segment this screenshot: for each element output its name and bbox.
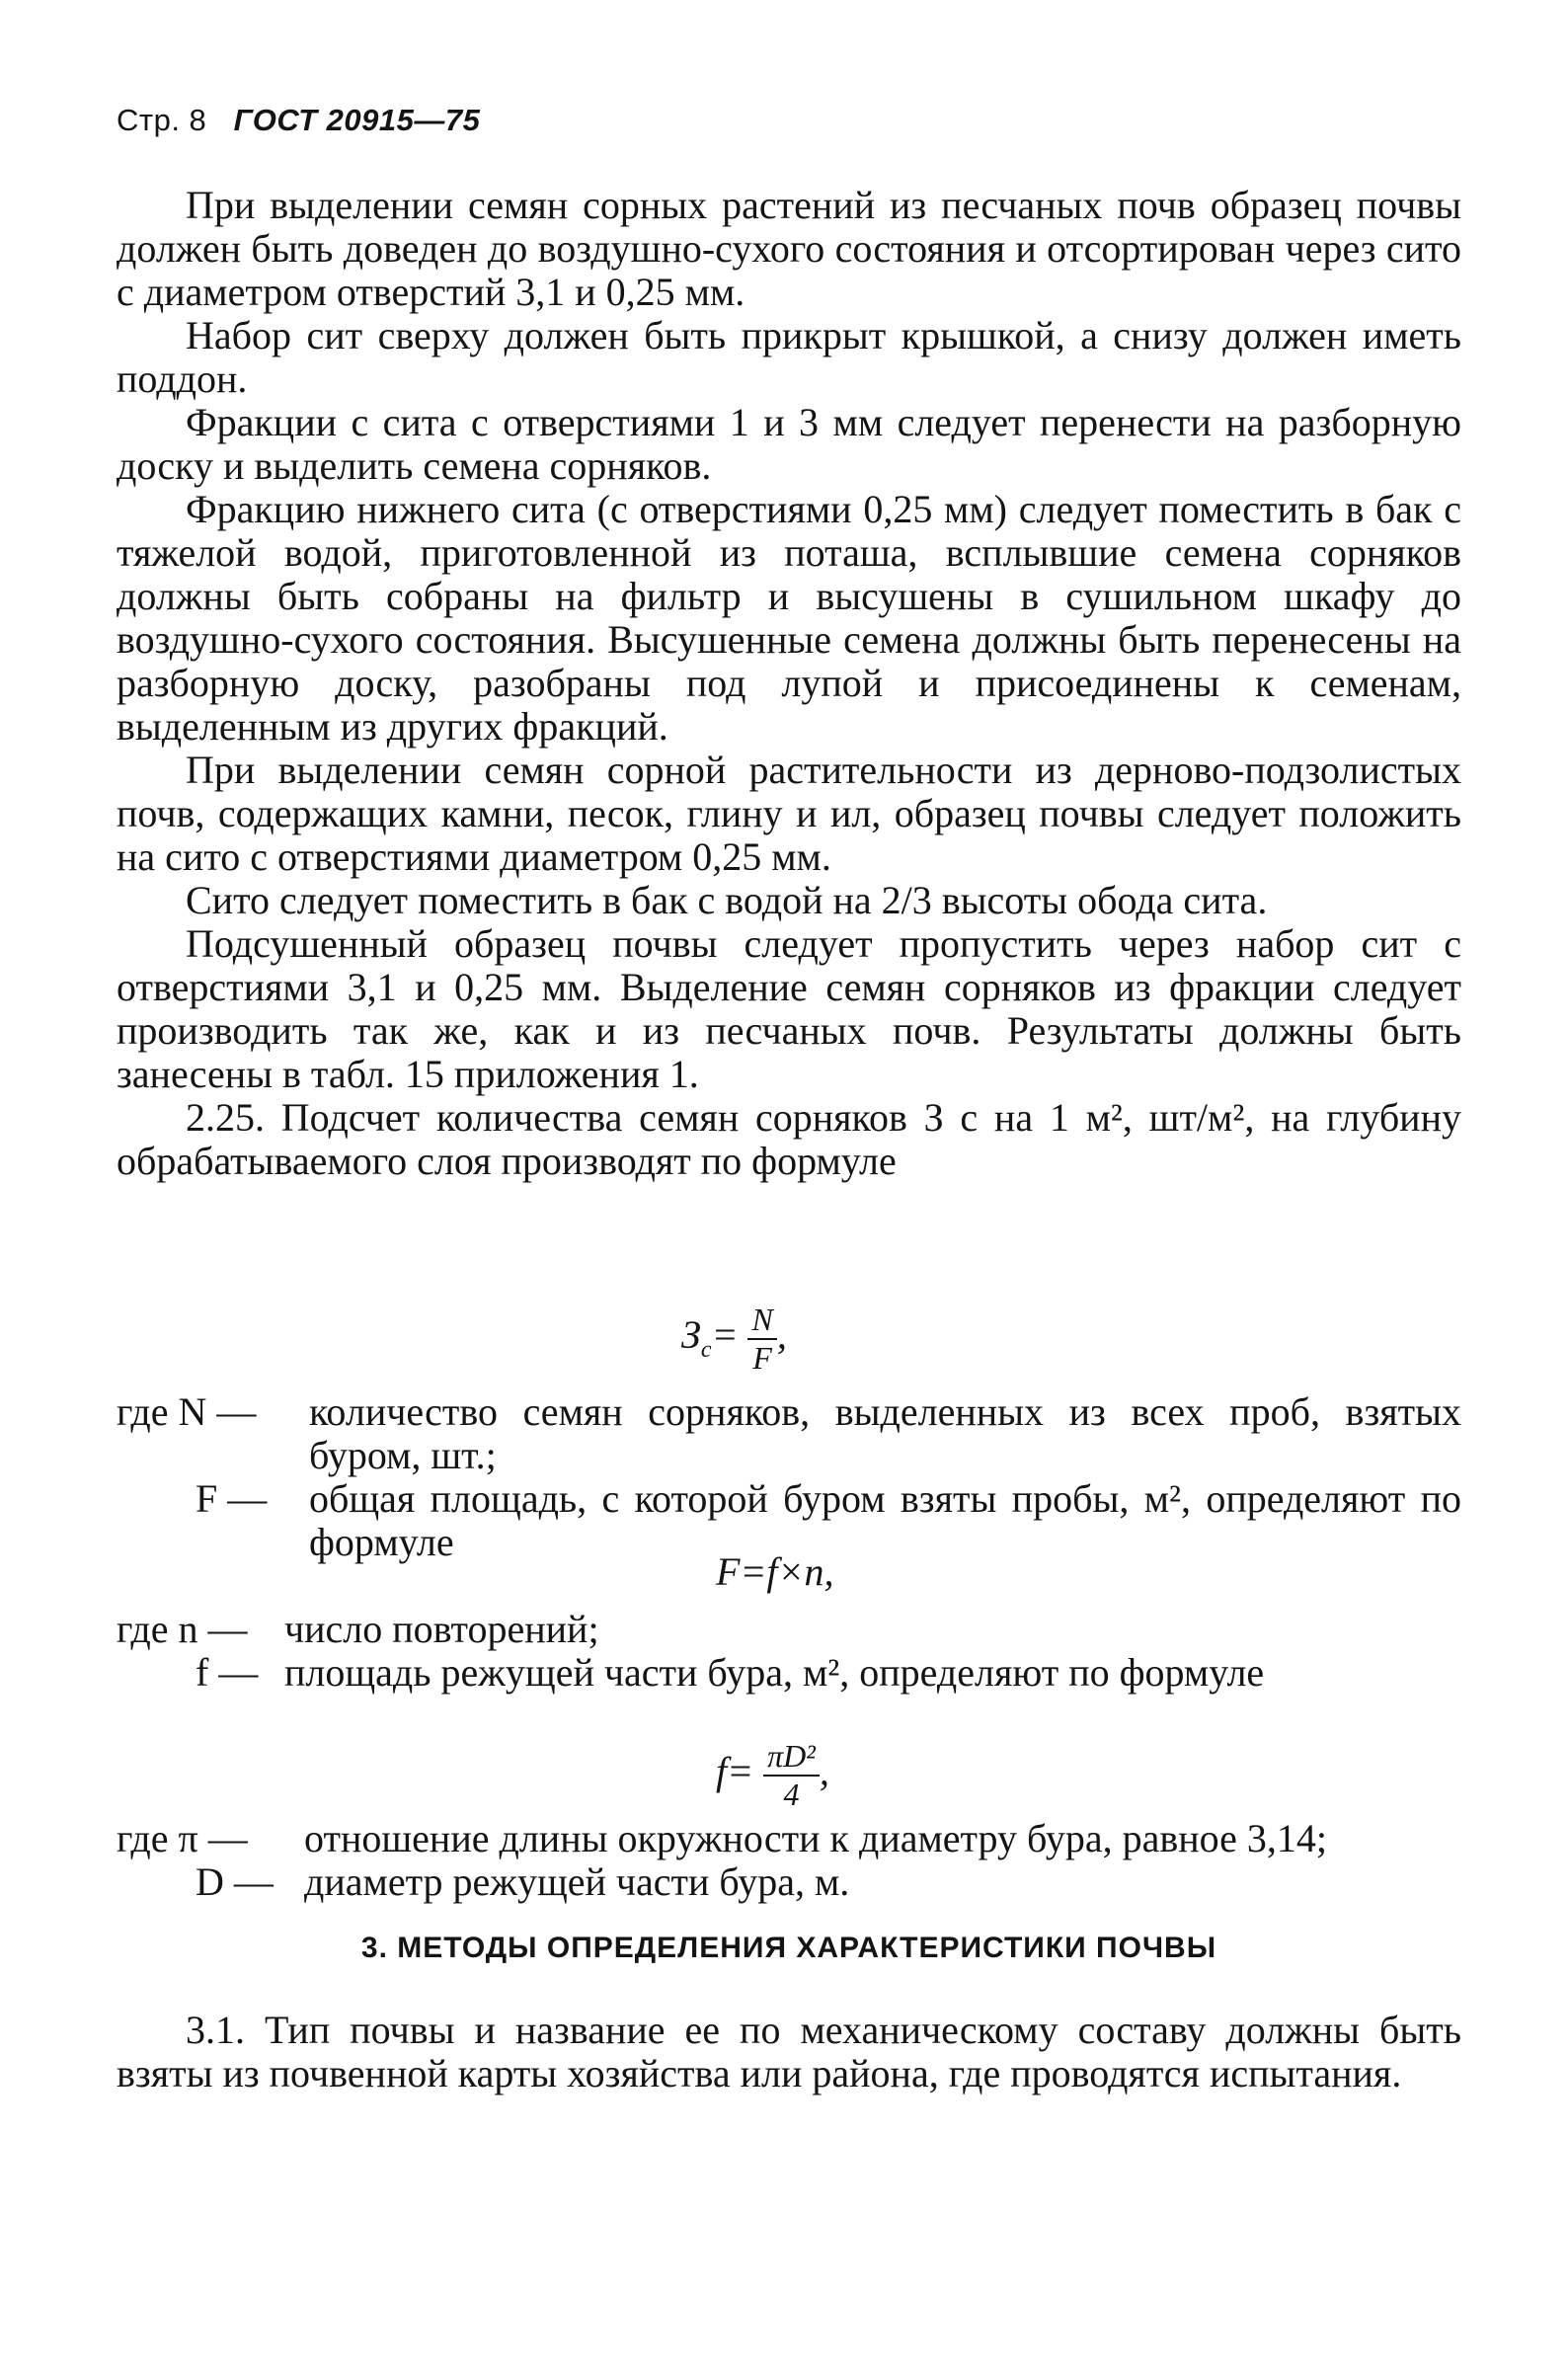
definition-row (117, 1860, 1461, 1904)
definition-text: площадь режущей части бура, м², определяют по формуле (284, 1650, 1265, 1695)
definition-text: количество семян сорняков, выделенных из всех проб, взятых буром, шт.; (309, 1389, 1461, 1477)
definition-text: число повторений; (284, 1607, 599, 1651)
fraction-numerator: πD² (763, 1738, 820, 1777)
formula-comma: , (819, 1749, 829, 1794)
formula-bore-area (716, 1738, 829, 1813)
definitions-block-2 (117, 1608, 1461, 1695)
fraction-denominator: F (752, 1340, 772, 1376)
definition-row (117, 1651, 1461, 1695)
paragraph: При выделении семян сорной растительности из дерново-подзолистых почв, содержащих камни, песок, глину и ил, образец почвы следует положить на сито с отверстиями диаметром 0,25 мм. (117, 748, 1461, 879)
paragraph: Фракции с сита с отверстиями 1 и 3 мм следует перенести на разборную доску и выделить семена сорняков. (117, 400, 1461, 488)
fraction-numerator: N (747, 1302, 776, 1340)
formula-symbol: f= (716, 1749, 754, 1794)
page-header (117, 103, 480, 138)
section-paragraph: 3.1. Тип почвы и название ее по механическому составу должны быть взяты из почвенной карты хозяйства или района, где проводятся испытания. (117, 2008, 1461, 2095)
definitions-block-3 (117, 1817, 1461, 1904)
formula-seed-count (681, 1302, 787, 1377)
definition-symbol: F — (196, 1476, 268, 1521)
fraction-denominator: 4 (783, 1777, 800, 1812)
formula-equals: = (711, 1312, 739, 1358)
formula-area: F=f×n, (716, 1549, 834, 1594)
section-heading: 3. МЕТОДЫ ОПРЕДЕЛЕНИЯ ХАРАКТЕРИСТИКИ ПОЧВЫ (360, 1932, 1217, 1964)
definition-text: диаметр режущей части бура, м. (304, 1859, 850, 1904)
paragraph: Сито следует поместить в бак с водой на 2/3 высоты обода сита. (186, 878, 1268, 922)
definition-text: отношение длины окружности к диаметру бура, равное 3,14; (304, 1816, 1327, 1860)
main-text (117, 184, 1461, 1183)
definition-symbol: где N — (117, 1389, 257, 1434)
definition-row (117, 1608, 1461, 1651)
paragraph: Подсушенный образец почвы следует пропустить через набор сит с отверстиями 3,1 и 0,25 мм. Выделение семян сорняков из фракции следует производить так же, как и из песчаных почв. Результаты должны быть занесены в табл. 15 приложения 1. (117, 921, 1461, 1096)
formula-comma: , (776, 1312, 787, 1358)
definition-row (117, 1390, 1461, 1477)
paragraph: При выделении семян сорных растений из песчаных почв образец почвы должен быть доведен до воздушно-сухого состояния и отсортирован через сито с диаметром отверстий 3,1 и 0,25 мм. (117, 183, 1461, 314)
definition-symbol: D — (196, 1859, 274, 1904)
definition-row (117, 1817, 1461, 1860)
standard-number: ГОСТ 20915—75 (233, 103, 481, 137)
formula-fraction (763, 1738, 820, 1813)
formula-symbol: З (681, 1312, 701, 1358)
definition-symbol: f — (196, 1650, 259, 1695)
page-number: Стр. 8 (117, 103, 207, 137)
paragraph: 2.25. Подсчет количества семян сорняков З с на 1 м², шт/м², на глубину обрабатываемого слоя производят по формуле (117, 1095, 1461, 1183)
paragraph: Набор сит сверху должен быть прикрыт крышкой, а снизу должен иметь поддон. (117, 313, 1461, 401)
formula-fraction (747, 1302, 776, 1377)
definition-text: общая площадь, с которой буром взяты пробы, м², определяют по формуле (309, 1476, 1461, 1564)
formula-subscript: с (700, 1337, 712, 1364)
definition-symbol: где π — (117, 1816, 248, 1860)
paragraph: Фракцию нижнего сита (с отверстиями 0,25 мм) следует поместить в бак с тяжелой водой, приготовленной из поташа, всплывшие семена сорняков должны быть собраны на фильтр и высушены в сушильном шкафу до воздушно-сухого состояния. Высушенные семена должны быть перенесены на разборную доску, разобраны под лупой и присоединены к семенам, выделенным из других фракций. (117, 487, 1461, 749)
definition-symbol: где n — (117, 1607, 248, 1651)
definitions-block-1 (117, 1390, 1461, 1564)
